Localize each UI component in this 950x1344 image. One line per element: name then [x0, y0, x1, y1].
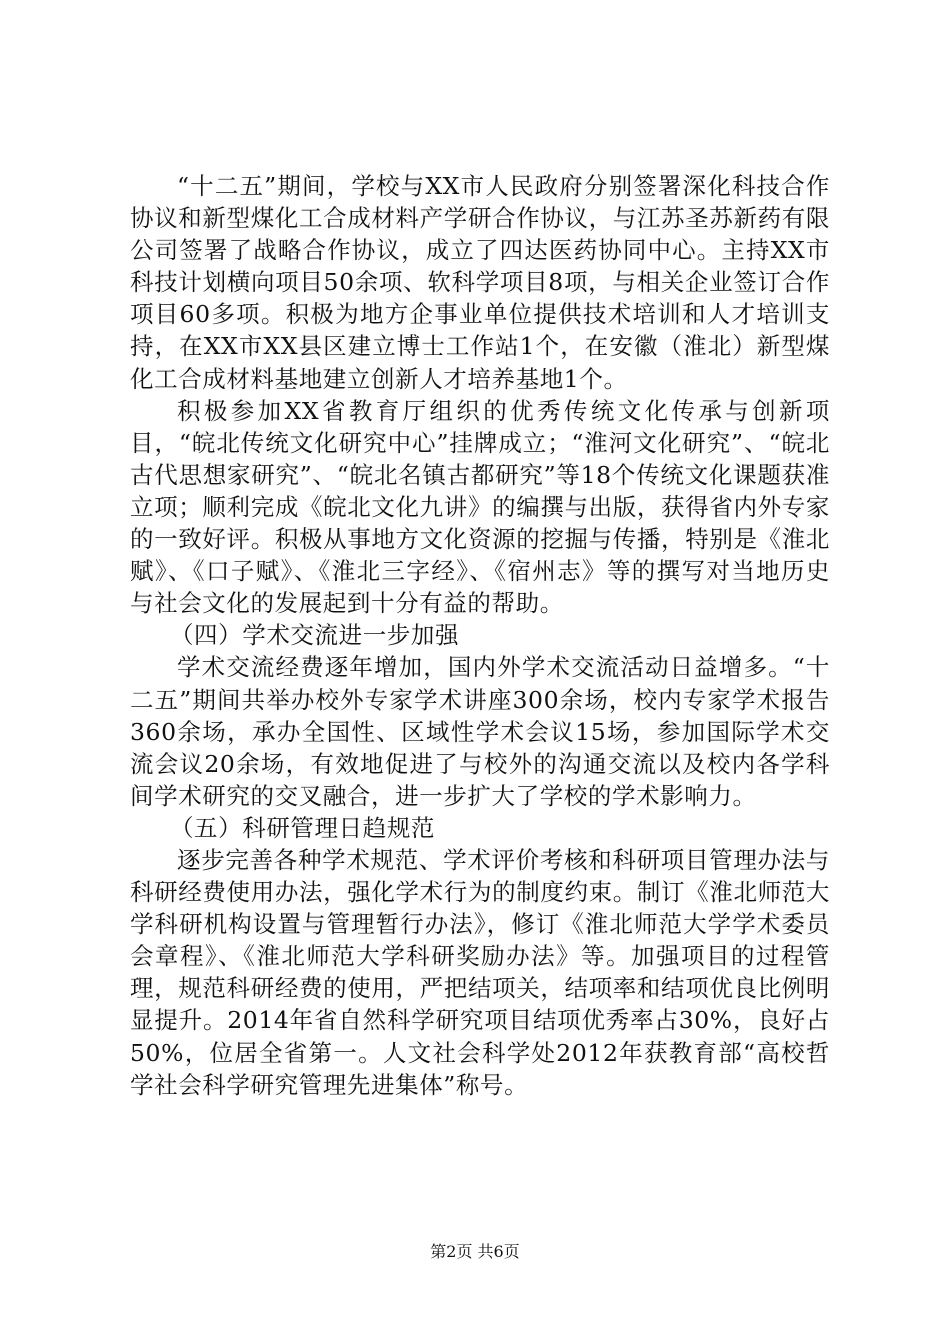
section-heading-academic-exchange: （四）学术交流进一步加强	[169, 621, 460, 650]
paragraph-academic-exchange: 学术交流经费逐年增加，国内外学术交流活动日益增多。“十二五”期间共举办校外专家学术讲座300余场，校内专家学术报告360余场，承办全国性、区域性学术会议15场，参加国际学术交流会议20余场，有效地促进了与校外的沟通交流以及校内各学科间学术研究的交叉融合，进一步扩大了学校的学术影响力。	[130, 653, 830, 810]
page-number-footer: 第2页 共6页	[430, 1242, 520, 1261]
paragraph-culture: 积极参加XX省教育厅组织的优秀传统文化传承与创新项目，“皖北传统文化研究中心”挂牌成立；“淮河文化研究”、“皖北古代思想家研究”、“皖北名镇古都研究”等18个传统文化课题获准立项；顺利完成《皖北文化九讲》的编撰与出版，获得省内外专家的一致好评。积极从事地方文化资源的挖掘与传播，特别是《淮北赋》、《口子赋》、《淮北三字经》、《宿州志》等的撰写对当地历史与社会文化的发展起到十分有益的帮助。	[130, 396, 830, 618]
paragraph-research-management: 逐步完善各种学术规范、学术评价考核和科研项目管理办法与科研经费使用办法，强化学术行为的制度约束。制订《淮北师范大学科研机构设置与管理暂行办法》，修订《淮北师范大学学术委员会章程》、《淮北师范大学科研奖励办法》等。加强项目的过程管理，规范科研经费的使用，严把结项关，结项率和结项优良比例明显提升。2014年省自然科学研究项目结项优秀率占30%，良好占50%，位居全省第一。人文社会科学处2012年获教育部“高校哲学社会科学研究管理先进集体”称号。	[130, 845, 830, 1099]
document-body	[130, 170, 830, 1101]
section-heading-research-management: （五）科研管理日趋规范	[169, 813, 436, 842]
paragraph-cooperation: “十二五”期间，学校与XX市人民政府分别签署深化科技合作协议和新型煤化工合成材料产学研合作协议，与江苏圣苏新药有限公司签署了战略合作协议，成立了四达医药协同中心。主持XX市科技计划横向项目50余项、软科学项目8项，与相关企业签订合作项目60多项。积极为地方企事业单位提供技术培训和人才培训支持，在XX市XX县区建立博士工作站1个，在安徽（淮北）新型煤化工合成材料基地建立创新人才培养基地1个。	[130, 172, 830, 393]
